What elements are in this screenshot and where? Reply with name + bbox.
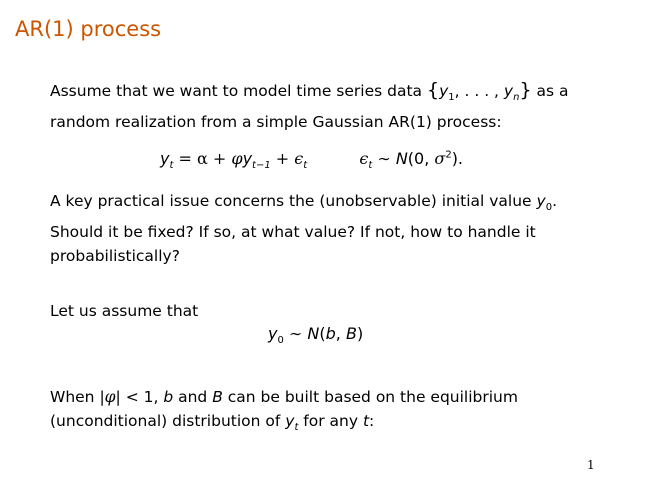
y-symbol: y xyxy=(242,149,253,168)
sim-sign: ∼ xyxy=(283,324,308,343)
sim-sign: ∼ xyxy=(372,149,396,168)
issue-line-3: probabilistically? xyxy=(50,247,180,266)
t-subscript: t xyxy=(368,160,373,172)
y-symbol: y xyxy=(285,412,295,430)
equilibrium-text: can be built based on the equilibrium xyxy=(222,388,518,406)
epsilon-symbol: ϵ xyxy=(359,149,369,168)
args-close: ). xyxy=(451,149,464,168)
y-symbol: y xyxy=(503,82,514,100)
y-symbol: y xyxy=(268,324,278,343)
ar1-equation xyxy=(160,149,463,171)
B-symbol: B xyxy=(345,324,357,343)
subscript-0: 0 xyxy=(277,335,284,347)
ellipsis: , . . . , xyxy=(454,82,504,100)
slide-title: AR(1) process xyxy=(15,17,162,41)
assumption-paragraph xyxy=(50,299,595,323)
equals-alpha: = α + xyxy=(173,149,232,168)
when-text: When xyxy=(50,388,100,406)
paren-open: ( xyxy=(319,324,326,343)
t-subscript: t xyxy=(169,160,174,172)
subscript-1: 1 xyxy=(448,92,455,104)
t-subscript: t xyxy=(303,160,308,172)
normal-N: N xyxy=(395,149,408,168)
t-subscript: t xyxy=(294,422,299,434)
issue-text: A key practical issue concerns the (unobservable) initial value xyxy=(50,192,537,210)
t-minus-1-subscript: t−1 xyxy=(252,160,271,172)
y-symbol: y xyxy=(536,192,546,210)
args-open: (0, xyxy=(407,149,435,168)
B-symbol: B xyxy=(212,388,223,406)
page-number: 1 xyxy=(587,458,595,472)
epsilon-symbol: ϵ xyxy=(294,149,304,168)
y-symbol: y xyxy=(160,149,170,168)
paren-close: ) xyxy=(356,324,364,343)
period: . xyxy=(552,192,558,210)
intro-text: Assume that we want to model time series data xyxy=(50,82,427,100)
plus-sign: + xyxy=(270,149,295,168)
intro-line-2: random realization from a simple Gaussian AR(1) process: xyxy=(50,113,502,132)
unconditional-text: (unconditional) distribution of xyxy=(50,412,286,430)
intro-line-1 xyxy=(50,78,595,110)
issue-paragraph xyxy=(50,189,595,268)
intro-text-end: as a xyxy=(531,82,569,100)
stationarity-paragraph xyxy=(50,385,595,440)
less-than-1: < 1, xyxy=(120,388,164,406)
stationarity-line-2 xyxy=(50,409,595,440)
subscript-0: 0 xyxy=(545,202,553,214)
prior-equation xyxy=(268,324,363,346)
y-symbol: y xyxy=(439,82,449,100)
set-open-brace: { xyxy=(426,79,440,101)
phi-symbol: φ xyxy=(104,388,116,406)
and-text: and xyxy=(173,388,213,406)
subscript-n: n xyxy=(513,92,520,104)
stationarity-line-1 xyxy=(50,385,595,409)
intro-paragraph xyxy=(50,78,595,134)
sigma-symbol: σ xyxy=(434,149,446,168)
abs-open: | xyxy=(99,388,105,406)
b-symbol: b xyxy=(325,324,336,343)
assumption-line: Let us assume that xyxy=(50,302,199,320)
issue-line-1 xyxy=(50,189,595,220)
comma: , xyxy=(335,324,346,343)
abs-close: | xyxy=(115,388,121,406)
issue-line-2: Should it be fixed? If so, at what value? If not, how to handle it xyxy=(50,223,536,242)
for-any-text: for any xyxy=(298,412,363,430)
colon: : xyxy=(369,412,375,430)
b-symbol: b xyxy=(163,388,174,406)
set-close-brace: } xyxy=(519,79,532,101)
t-symbol: t xyxy=(362,412,370,430)
phi-symbol: φ xyxy=(231,149,243,168)
squared: 2 xyxy=(445,149,452,161)
normal-N: N xyxy=(307,324,320,343)
